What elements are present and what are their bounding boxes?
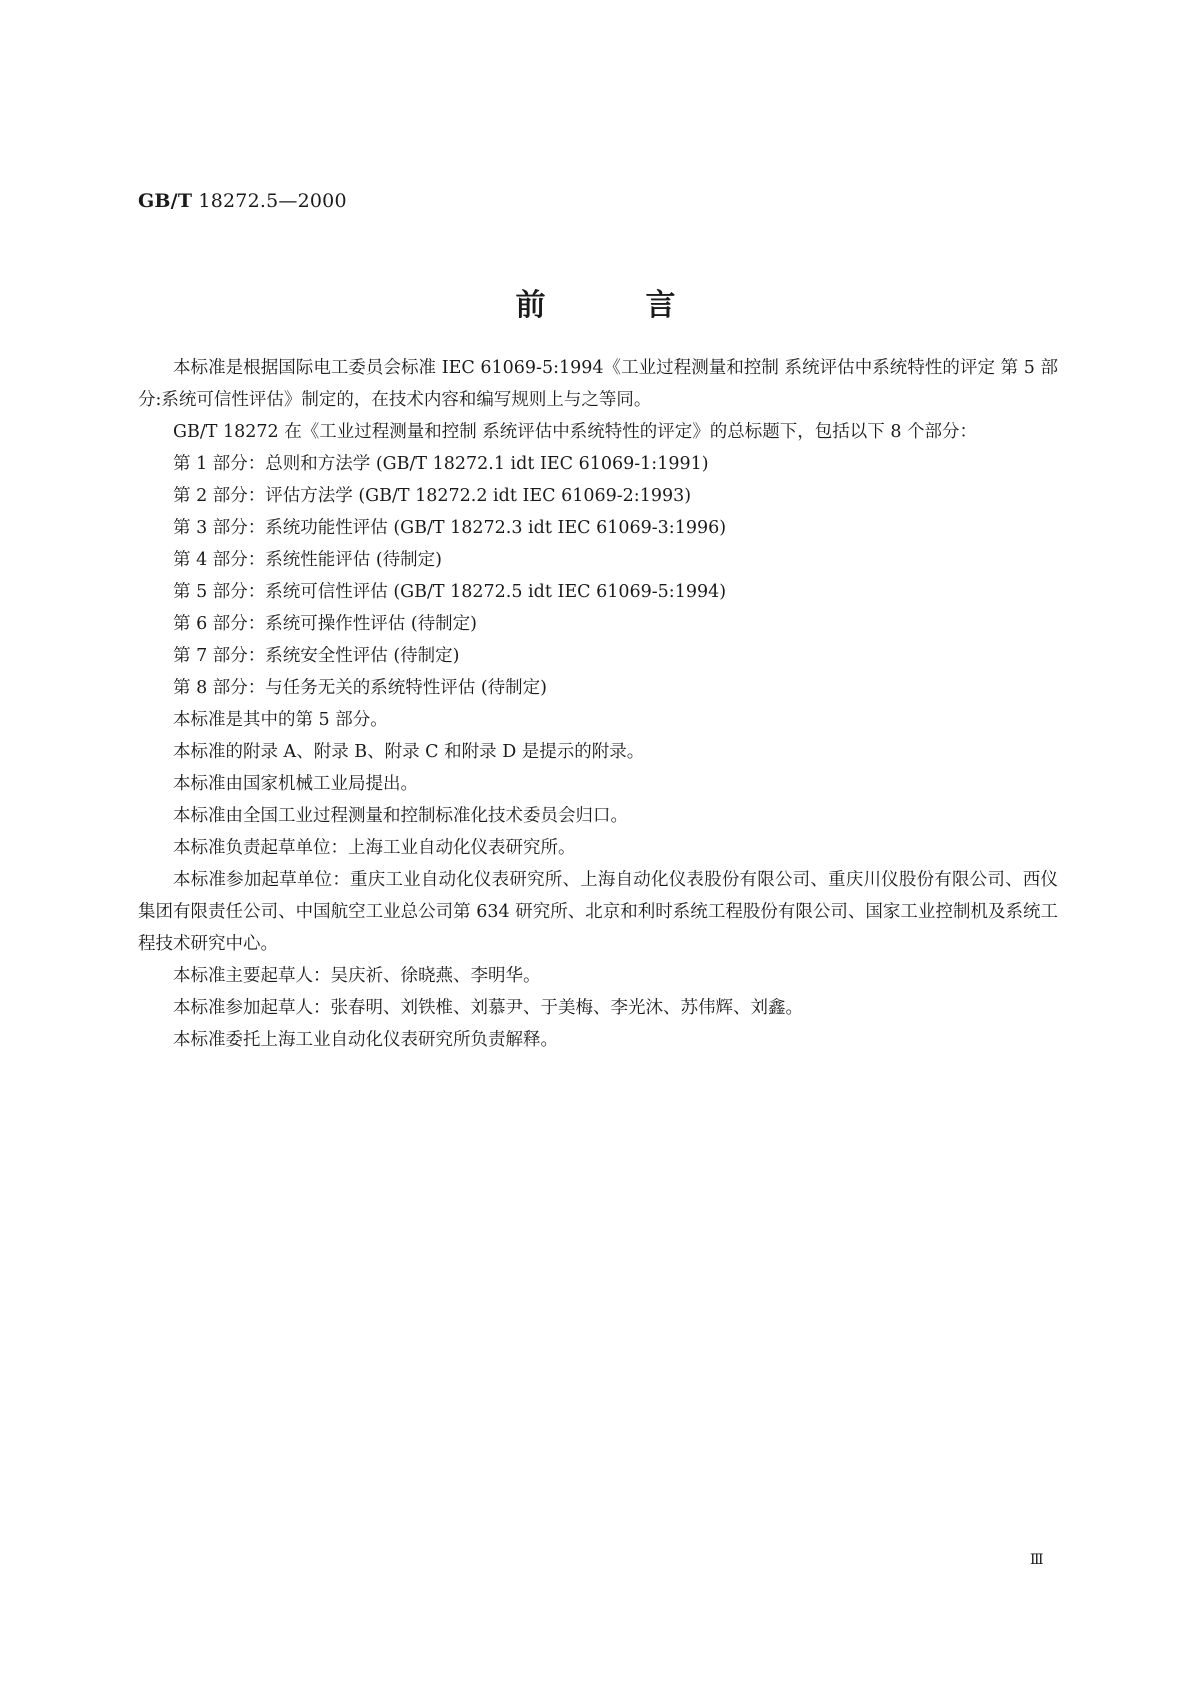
page-number: Ⅲ: [1030, 1552, 1044, 1568]
paragraph: 本标准是其中的第 5 部分。: [173, 710, 388, 730]
paragraph: 本标准委托上海工业自动化仪表研究所负责解释。: [173, 1030, 558, 1050]
page-title: [0, 280, 1191, 324]
part-list-item: 第 8 部分：与任务无关的系统特性评估 (待制定): [173, 678, 547, 698]
part-list-item: 第 6 部分：系统可操作性评估 (待制定): [173, 614, 477, 634]
part-list-item: 第 3 部分：系统功能性评估 (GB/T 18272.3 idt IEC 61069-3:1996): [173, 518, 727, 538]
part-list-item: 第 7 部分：系统安全性评估 (待制定): [173, 646, 460, 666]
standard-number: 18272.5—2000: [198, 190, 347, 212]
standard-prefix: GB/T: [138, 190, 193, 212]
title-char-2: 言: [645, 288, 676, 323]
paragraph: 本标准参加起草人：张春明、刘铁椎、刘慕尹、于美梅、李光沐、苏伟辉、刘鑫。: [173, 998, 803, 1018]
paragraph: 本标准负责起草单位：上海工业自动化仪表研究所。: [173, 838, 576, 858]
part-list-item: 第 4 部分：系统性能评估 (待制定): [173, 550, 442, 570]
part-list-item: 第 5 部分：系统可信性评估 (GB/T 18272.5 idt IEC 61069-5:1994): [173, 582, 727, 602]
standard-number-header: [138, 190, 347, 212]
paragraph: 本标准主要起草人：吴庆祈、徐晓燕、李明华。: [173, 966, 541, 986]
paragraph: 本标准的附录 A、附录 B、附录 C 和附录 D 是提示的附录。: [173, 742, 645, 762]
part-list-item: 第 1 部分：总则和方法学 (GB/T 18272.1 idt IEC 61069-1:1991): [173, 454, 709, 474]
foreword-body: [138, 352, 1058, 1056]
paragraph: 本标准由全国工业过程测量和控制标准化技术委员会归口。: [173, 806, 628, 826]
paragraph: 本标准参加起草单位：重庆工业自动化仪表研究所、上海自动化仪表股份有限公司、重庆川仪股份有限公司、西仪集团有限责任公司、中国航空工业总公司第 634 研究所、北京和利时系统工程股份有限公司、国家工业控制机及系统工程技术研究中心。: [138, 870, 1058, 954]
title-char-1: 前: [515, 288, 546, 323]
part-list-item: 第 2 部分：评估方法学 (GB/T 18272.2 idt IEC 61069-2:1993): [173, 486, 692, 506]
paragraph: 本标准由国家机械工业局提出。: [173, 774, 418, 794]
paragraph: GB/T 18272 在《工业过程测量和控制 系统评估中系统特性的评定》的总标题下，包括以下 8 个部分：: [173, 422, 978, 442]
paragraph: 本标准是根据国际电工委员会标准 IEC 61069-5:1994《工业过程测量和控制 系统评估中系统特性的评定 第 5 部分:系统可信性评估》制定的，在技术内容和编写规则上与之等同。: [138, 358, 1059, 410]
